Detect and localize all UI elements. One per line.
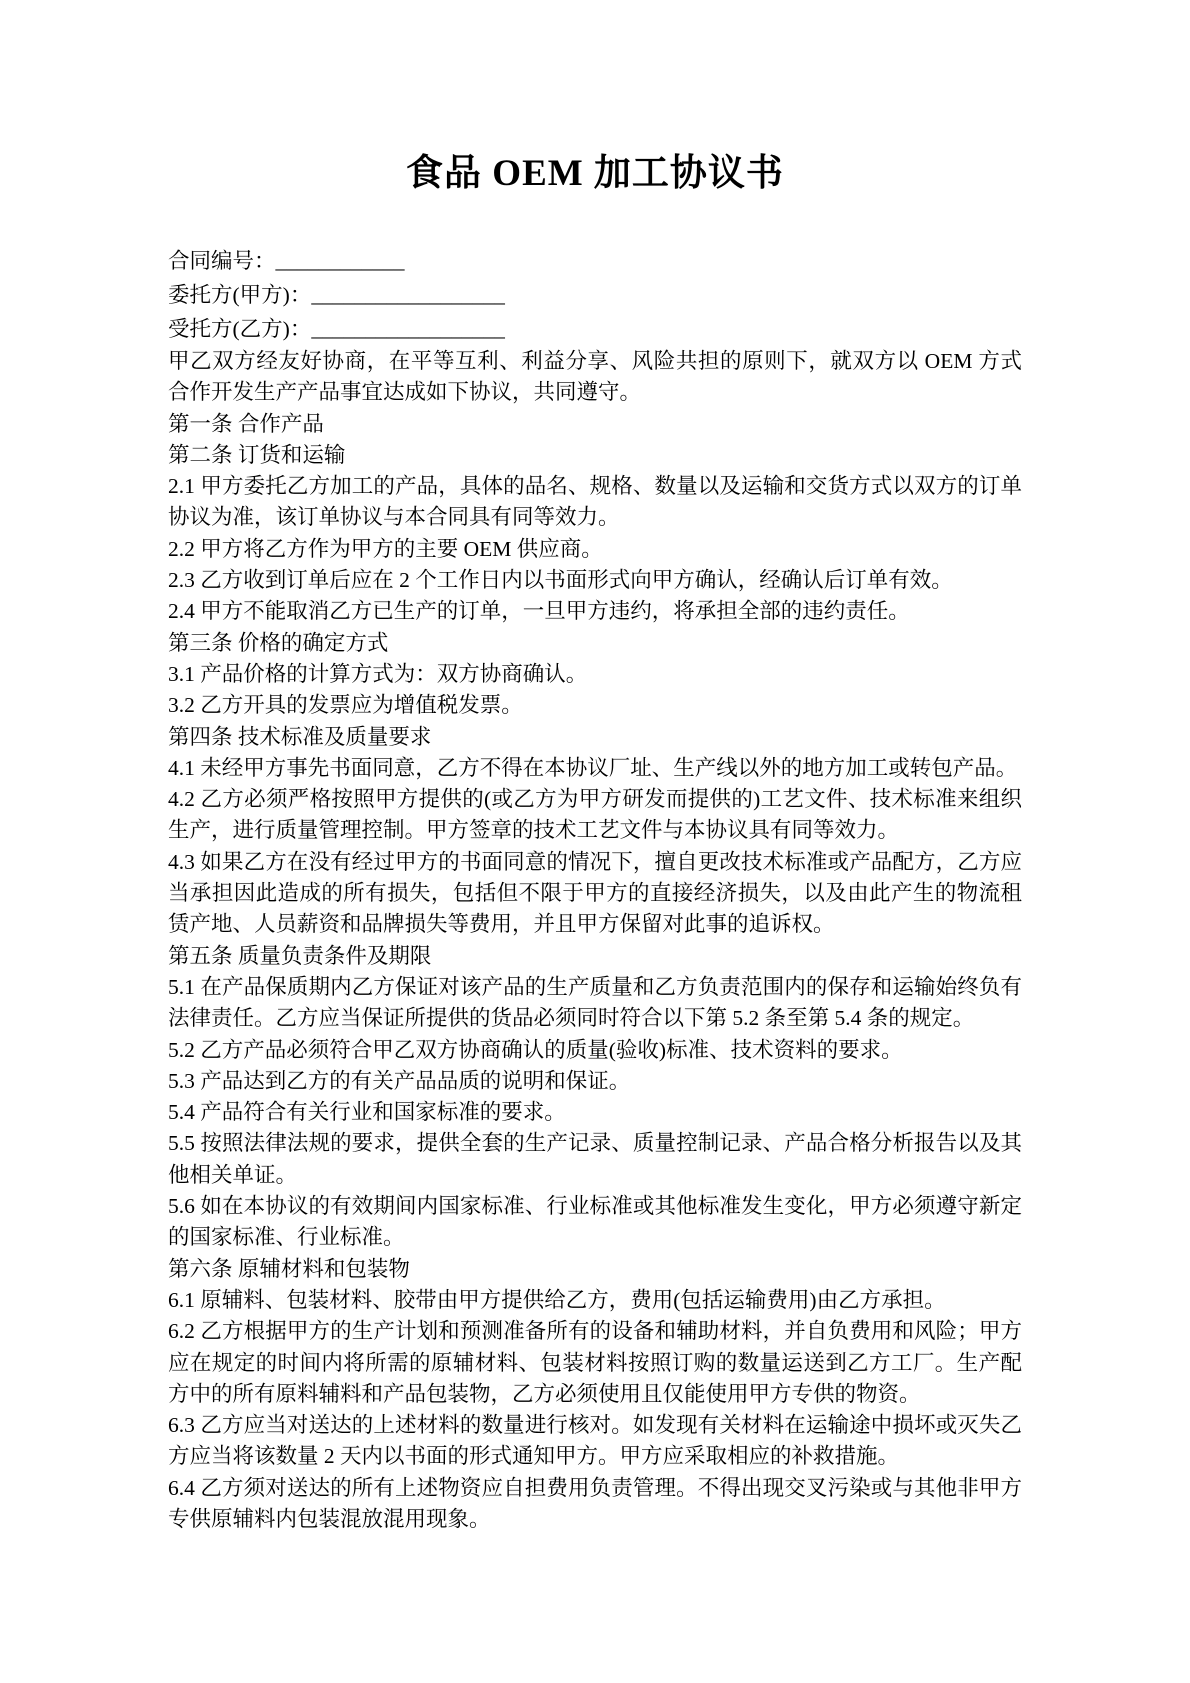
contract-number-label: 合同编号： (168, 249, 276, 273)
party-b-blank: __________________ (311, 317, 505, 341)
contract-paragraph: 5.1 在产品保质期内乙方保证对该产品的生产质量和乙方负责范围内的保存和运输始终负有法律责任。乙方应当保证所提供的货品必须同时符合以下第 5.2 条至第 5.4 条的规定。 (168, 974, 1022, 1031)
header-fields (168, 244, 1022, 346)
contract-paragraph: 3.2 乙方开具的发票应为增值税发票。 (168, 693, 523, 718)
article-heading: 第四条 技术标准及质量要求 (168, 724, 432, 749)
party-b-field (168, 312, 1022, 346)
contract-body (168, 346, 1022, 1535)
article-heading: 第五条 质量负责条件及期限 (168, 943, 432, 968)
document-title: 食品 OEM 加工协议书 (406, 153, 784, 194)
contract-paragraph: 4.3 如果乙方在没有经过甲方的书面同意的情况下，擅自更改技术标准或产品配方，乙方应当承担因此造成的所有损失，包括但不限于甲方的直接经济损失，以及由此产生的物流租赁产地、人员薪资和品牌损失等费用，并且甲方保留对此事的追诉权。 (168, 849, 1022, 937)
contract-number-blank: ____________ (275, 249, 405, 273)
party-b-label: 受托方(乙方)： (168, 317, 312, 341)
contract-paragraph: 2.1 甲方委托乙方加工的产品，具体的品名、规格、数量以及运输和交货方式以双方的订单协议为准，该订单协议与本合同具有同等效力。 (168, 474, 1022, 530)
contract-paragraph: 2.3 乙方收到订单后应在 2 个工作日内以书面形式向甲方确认，经确认后订单有效。 (168, 568, 953, 593)
contract-number-field (168, 244, 1022, 278)
contract-paragraph: 2.4 甲方不能取消乙方已生产的订单，一旦甲方违约，将承担全部的违约责任。 (168, 599, 910, 624)
contract-paragraph: 甲乙双方经友好协商，在平等互利、利益分享、风险共担的原则下，就双方以 OEM 方式合作开发生产产品事宜达成如下协议，共同遵守。 (168, 349, 1022, 405)
contract-paragraph: 3.1 产品价格的计算方式为：双方协商确认。 (168, 661, 588, 686)
article-heading: 第二条 订货和运输 (168, 442, 346, 467)
article-heading: 第三条 价格的确定方式 (168, 630, 389, 655)
party-a-field (168, 278, 1022, 312)
contract-paragraph: 4.2 乙方必须严格按照甲方提供的(或乙方为甲方研发而提供的)工艺文件、技术标准来组织生产，进行质量管理控制。甲方签章的技术工艺文件与本协议具有同等效力。 (168, 787, 1022, 843)
contract-paragraph: 4.1 未经甲方事先书面同意，乙方不得在本协议厂址、生产线以外的地方加工或转包产品。 (168, 755, 1018, 780)
party-a-label: 委托方(甲方)： (168, 283, 312, 307)
contract-paragraph: 5.4 产品符合有关行业和国家标准的要求。 (168, 1100, 566, 1125)
party-a-blank: __________________ (311, 283, 505, 307)
contract-paragraph: 6.3 乙方应当对送达的上述材料的数量进行核对。如发现有关材料在运输途中损坏或灭失乙方应当将该数量 2 天内以书面的形式通知甲方。甲方应采取相应的补救措施。 (168, 1413, 1022, 1469)
contract-paragraph: 5.3 产品达到乙方的有关产品品质的说明和保证。 (168, 1068, 631, 1093)
contract-paragraph: 2.2 甲方将乙方作为甲方的主要 OEM 供应商。 (168, 536, 603, 561)
article-heading: 第一条 合作产品 (168, 411, 324, 436)
contract-paragraph: 5.5 按照法律法规的要求，提供全套的生产记录、质量控制记录、产品合格分析报告以及其他相关单证。 (168, 1131, 1022, 1187)
contract-paragraph: 6.1 原辅料、包装材料、胶带由甲方提供给乙方，费用(包括运输费用)由乙方承担。 (168, 1287, 946, 1312)
contract-paragraph: 5.2 乙方产品必须符合甲乙双方协商确认的质量(验收)标准、技术资料的要求。 (168, 1037, 903, 1062)
article-heading: 第六条 原辅材料和包装物 (168, 1256, 410, 1281)
contract-paragraph: 6.4 乙方须对送达的所有上述物资应自担费用负责管理。不得出现交叉污染或与其他非甲方专供原辅料内包装混放混用现象。 (168, 1475, 1022, 1531)
contract-paragraph: 6.2 乙方根据甲方的生产计划和预测准备所有的设备和辅助材料，并自负费用和风险；甲方应在规定的时间内将所需的原辅材料、包装材料按照订购的数量运送到乙方工厂。生产配方中的所有原料辅料和产品包装物，乙方必须使用且仅能使用甲方专供的物资。 (168, 1319, 1022, 1406)
contract-paragraph: 5.6 如在本协议的有效期间内国家标准、行业标准或其他标准发生变化，甲方必须遵守新定的国家标准、行业标准。 (168, 1194, 1022, 1250)
